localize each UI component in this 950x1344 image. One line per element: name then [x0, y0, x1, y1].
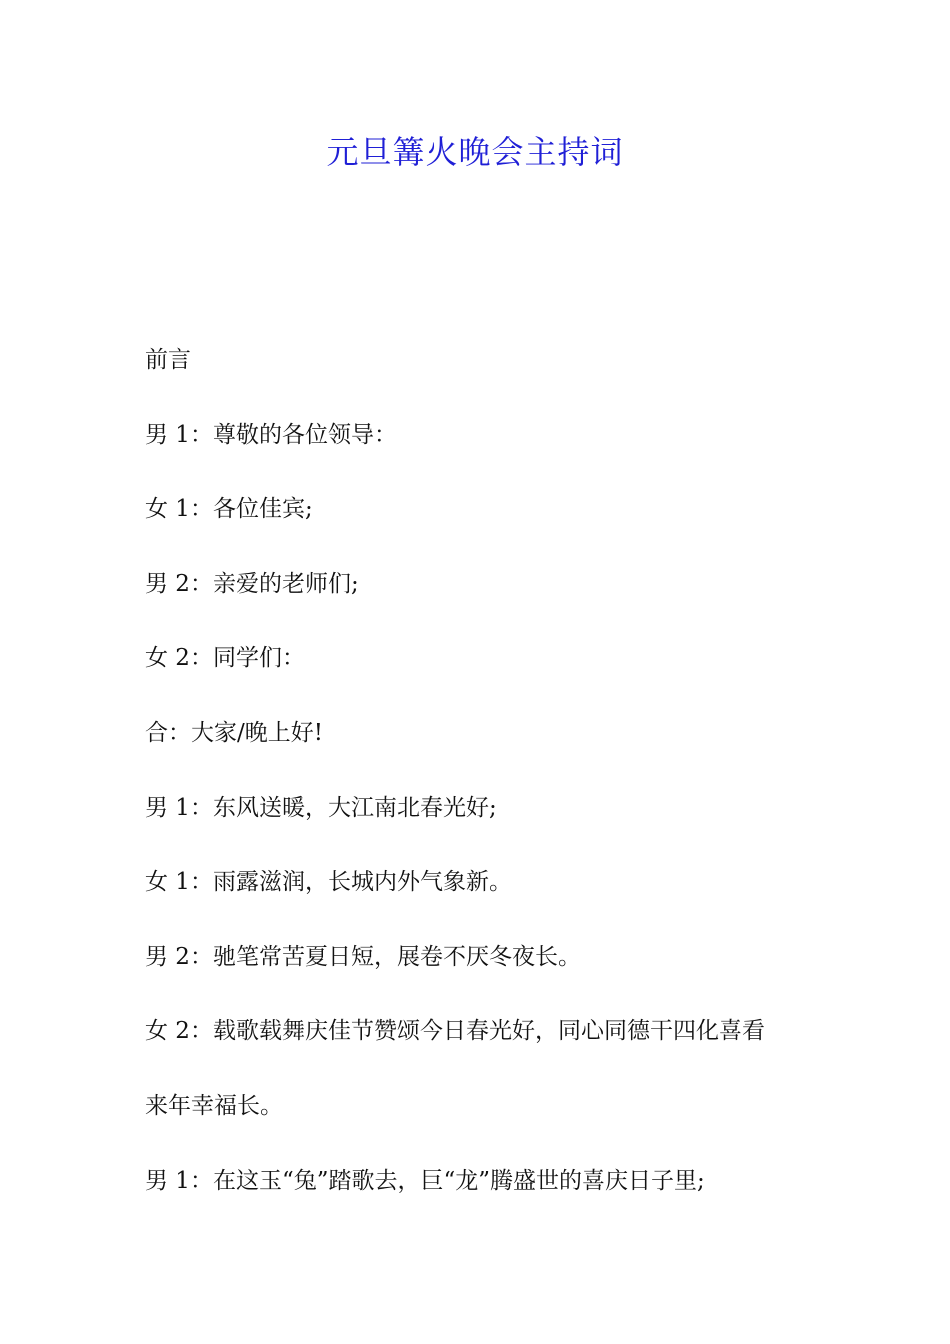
paragraph-line: 前言 — [145, 347, 191, 373]
paragraph-line: 女 1：雨露滋润，长城内外气象新。 — [145, 869, 512, 896]
document-title: 元旦篝火晚会主持词 — [326, 133, 624, 171]
paragraph-line: 男 2：亲爱的老师们; — [145, 570, 359, 597]
paragraph-line: 女 2：载歌载舞庆佳节赞颂今日春光好，同心同德干四化喜看 — [145, 1018, 765, 1045]
paragraph-line: 女 1：各位佳宾; — [145, 496, 313, 523]
paragraph-line: 男 1：尊敬的各位领导： — [145, 421, 397, 448]
paragraph-line: 男 1：在这玉“兔”踏歌去，巨“龙”腾盛世的喜庆日子里; — [145, 1167, 705, 1194]
paragraph-line: 合：大家/晚上好! — [145, 719, 323, 746]
paragraph-line: 来年幸福长。 — [145, 1092, 283, 1119]
paragraph-line: 男 2：驰笔常苦夏日短，展卷不厌冬夜长。 — [145, 943, 581, 970]
document-body — [145, 338, 815, 1233]
paragraph-line: 男 1：东风送暖，大江南北春光好; — [145, 794, 497, 821]
paragraph-line: 女 2：同学们： — [145, 645, 305, 672]
